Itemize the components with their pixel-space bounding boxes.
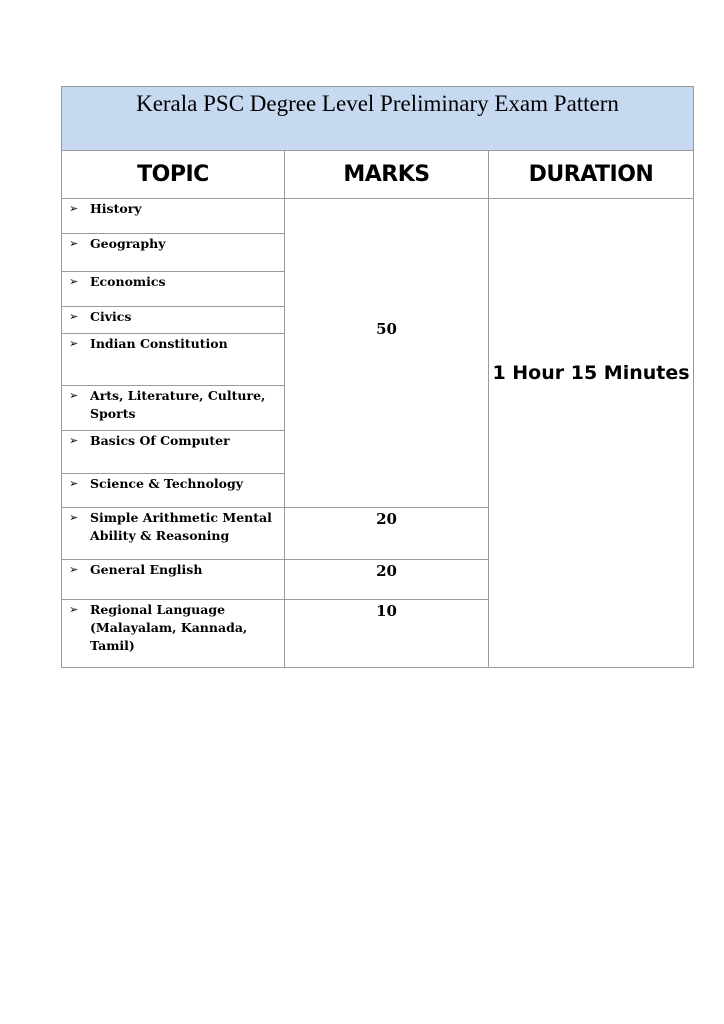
topic-label: Simple Arithmetic Mental Ability & Reasoning (90, 510, 272, 543)
marks-value: 20 (376, 562, 397, 580)
topic-label: Indian Constitution (90, 336, 228, 351)
header-marks: MARKS (285, 151, 489, 199)
topic-cell (62, 600, 285, 668)
topic-label: History (90, 201, 142, 216)
topic-label: General English (90, 562, 203, 577)
duration-value: 1 Hour 15 Minutes (492, 362, 690, 384)
arrowhead-bullet-icon: ➢ (69, 563, 79, 576)
arrowhead-bullet-icon: ➢ (69, 337, 79, 350)
marks-value: 10 (376, 602, 397, 620)
topic-cell (62, 386, 285, 431)
arrowhead-bullet-icon: ➢ (69, 237, 79, 250)
arrowhead-bullet-icon: ➢ (69, 389, 79, 402)
topic-label: Geography (90, 236, 166, 251)
topic-label: Civics (90, 309, 132, 324)
arrowhead-bullet-icon: ➢ (69, 511, 79, 524)
topic-cell (62, 272, 285, 307)
marks-cell-regional (285, 600, 489, 668)
marks-cell-english (285, 560, 489, 600)
arrowhead-bullet-icon: ➢ (69, 477, 79, 490)
marks-value: 20 (376, 510, 397, 528)
exam-pattern-table (61, 86, 694, 668)
topic-cell (62, 334, 285, 386)
topic-cell (62, 560, 285, 600)
title-row (62, 87, 694, 151)
topic-cell (62, 508, 285, 560)
topic-label: Regional Language (Malayalam, Kannada, Tamil) (90, 602, 248, 653)
topic-label: Arts, Literature, Culture, Sports (90, 388, 266, 421)
arrowhead-bullet-icon: ➢ (69, 603, 79, 616)
topic-cell (62, 307, 285, 334)
topic-label: Science & Technology (90, 476, 244, 491)
arrowhead-bullet-icon: ➢ (69, 310, 79, 323)
topic-cell (62, 199, 285, 234)
topic-cell (62, 474, 285, 508)
topic-cell (62, 234, 285, 272)
marks-value: 50 (376, 320, 397, 338)
marks-cell-general (285, 199, 489, 508)
header-duration: DURATION (489, 151, 694, 199)
topic-label: Basics Of Computer (90, 433, 230, 448)
header-row (62, 151, 694, 199)
topic-label: Economics (90, 274, 166, 289)
topic-cell (62, 431, 285, 474)
table-row (62, 199, 694, 234)
arrowhead-bullet-icon: ➢ (69, 202, 79, 215)
header-topic: TOPIC (62, 151, 285, 199)
table-title: Kerala PSC Degree Level Preliminary Exam Pattern (62, 87, 694, 151)
arrowhead-bullet-icon: ➢ (69, 275, 79, 288)
duration-cell (489, 199, 694, 668)
arrowhead-bullet-icon: ➢ (69, 434, 79, 447)
marks-cell-arithmetic (285, 508, 489, 560)
